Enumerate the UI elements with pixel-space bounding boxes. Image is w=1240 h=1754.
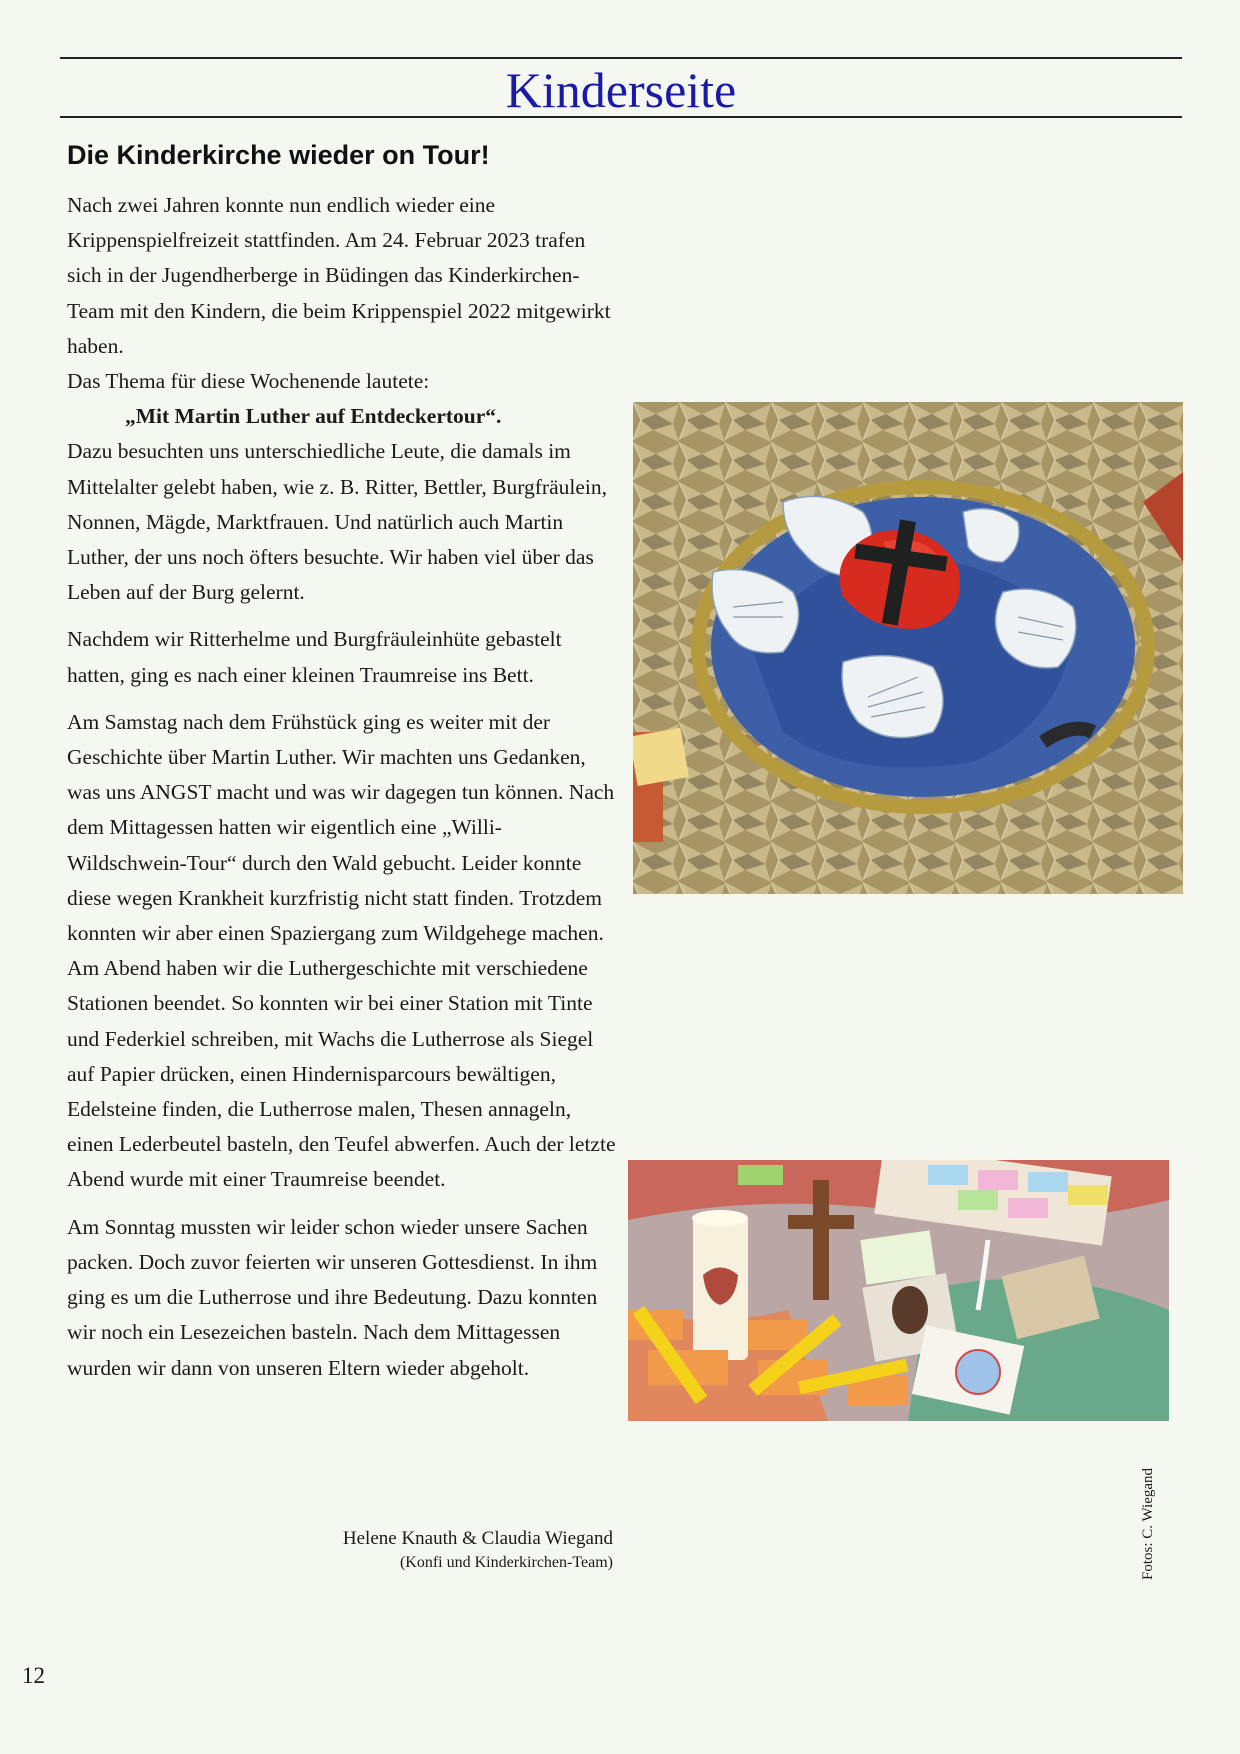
paragraph-saturday: Am Samstag nach dem Frühstück ging es weiter mit der Geschichte über Martin Luther. Wir machten uns Gedanken, was uns ANGST macht und was wir dagegen tun können. Nach dem Mittagessen hatten wir eigentlich eine „Willi-Wildschwein-Tour“ durch den Wald gebucht. Leider konnte diese wegen Krankheit kurzfristig nicht statt finden. Trotzdem konnten wir aber einen Spaziergang zum Wildgehege machen. Am Abend haben wir die Luthergeschichte mit verschiedene Stationen beendet. So konnten wir bei einer Station mit Tinte und Federkiel schreiben, mit Wachs die Lutherrose als Siegel auf Papier drücken, einen Hindernisparcours bewältigen, Edelsteine finden, die Lutherrose malen, Thesen annageln, einen Lederbeutel basteln, den Teufel abwerfen. Auch der letzte Abend wurde mit einer Traumreise beendet. xyxy=(67,709,616,1192)
top-rule xyxy=(60,57,1182,59)
photo-credit: Fotos: C. Wiegand xyxy=(1140,1467,1156,1580)
paragraph-visitors: Dazu besuchten uns unterschiedliche Leute, die damals im Mittelalter gelebt haben, wie z. B. Ritter, Bettler, Burgfräulein, Nonnen, Mägde, Marktfrauen. Und natürlich auch Martin Luther, der uns noch öfters besuchte. Wir haben viel über das Leben auf der Burg gelernt. xyxy=(67,439,607,605)
paragraph-theme: Das Thema für diese Wochenende lautete: xyxy=(67,369,430,394)
photo-stations-table xyxy=(628,1160,1169,1421)
photo-luther-rose xyxy=(633,402,1183,894)
stations-illustration xyxy=(628,1160,1169,1421)
article-headline: Die Kinderkirche wieder on Tour! xyxy=(67,140,490,170)
page-number: 12 xyxy=(22,1663,45,1688)
title-underline xyxy=(60,116,1182,118)
luther-rose-illustration xyxy=(633,402,1183,894)
author-team: (Konfi und Kinderkirchen-Team) xyxy=(399,1554,613,1571)
theme-motto: „Mit Martin Luther auf Entdeckertour“. xyxy=(125,404,502,429)
page-title: Kinderseite xyxy=(505,62,737,118)
paragraph-first-night: Nachdem wir Ritterhelme und Burgfräuleinhüte gebastelt hatten, ging es nach einer kleinen Traumreise ins Bett. xyxy=(67,627,562,687)
author-names: Helene Knauth & Claudia Wiegand xyxy=(342,1528,613,1549)
article-body xyxy=(67,188,617,1398)
byline xyxy=(343,1528,613,1572)
paragraph-sunday: Am Sonntag mussten wir leider schon wieder unsere Sachen packen. Doch zuvor feierten wir unseren Gottesdienst. In ihm ging es um die Lutherrose und ihre Bedeutung. Dazu konnten wir noch ein Lesezeichen basteln. Nach dem Mittagessen wurden wir dann von unseren Eltern wieder abgeholt. xyxy=(67,1214,598,1380)
paragraph-intro: Nach zwei Jahren konnte nun endlich wieder eine Krippenspielfreizeit stattfinden. Am 24. Februar 2023 trafen sich in der Jugendherberge in Büdingen das Kinderkirchen-Team mit den Kindern, die beim Krippenspiel 2022 mitgewirkt haben. xyxy=(67,193,611,358)
